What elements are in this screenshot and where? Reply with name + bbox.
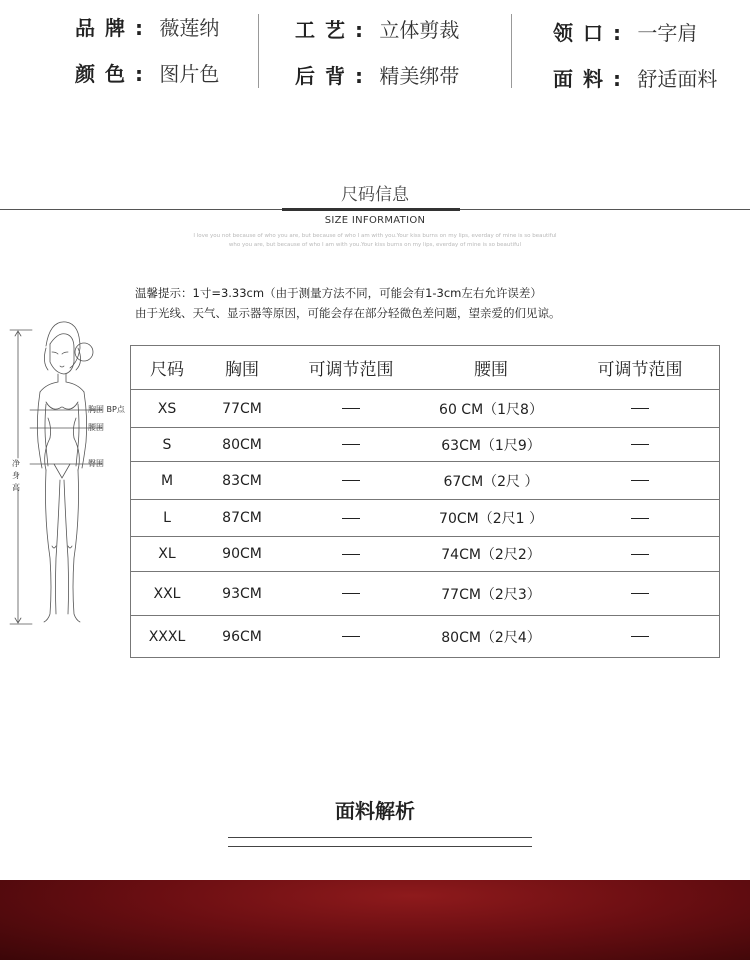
bust-cell: 83CM (222, 472, 262, 489)
dash-mark (342, 408, 360, 409)
attr-brand (75, 12, 219, 41)
range-cell (281, 462, 421, 499)
dash-mark (342, 554, 360, 555)
waist-cell: 67CM（2尺 ） (443, 473, 539, 490)
attr-fabric (553, 63, 717, 92)
bust-cell: 80CM (222, 436, 262, 453)
range-cell (561, 537, 719, 571)
tagline: who you are, but because of who I am with you.Your kiss burns on my lips, everday of mine is so beautiful (228, 242, 522, 248)
range-cell (281, 572, 421, 615)
waist-cell: 60 CM（1尺8） (439, 401, 543, 418)
bust-cell: 96CM (222, 628, 262, 645)
range-cell (281, 428, 421, 461)
range-cell (561, 390, 719, 427)
range-cell (561, 500, 719, 536)
attr-color (75, 58, 219, 87)
dash-mark (342, 444, 360, 445)
dash-mark (631, 408, 649, 409)
attr-label: 领口: (553, 21, 631, 45)
product-attributes (0, 0, 750, 100)
header-waist: 腰围 (474, 360, 508, 380)
size-table (130, 345, 720, 658)
table-header-row (131, 346, 719, 390)
size-section-subtitle: SIZE INFORMATION (324, 215, 426, 226)
body-measurement-figure (0, 318, 132, 638)
attr-value: 精美绑带 (379, 64, 460, 88)
attr-value: 一字肩 (637, 21, 698, 45)
dash-mark (631, 636, 649, 637)
range-cell (281, 390, 421, 427)
header-bust-range: 可调节范围 (308, 360, 394, 380)
range-cell (281, 500, 421, 536)
attr-label: 品牌: (75, 16, 153, 40)
tagline: I love you not because of who you are, but because of who I am with you.Your kiss burns on my lips, everday of mine is so beautiful (193, 233, 557, 239)
waist-cell: 80CM（2尺4） (441, 629, 541, 646)
attr-back (295, 60, 459, 89)
waist-cell: 77CM（2尺3） (441, 586, 541, 603)
attr-value: 舒适面料 (637, 67, 718, 91)
dash-mark (342, 480, 360, 481)
table-row (131, 616, 719, 657)
height-label: 净身高 (12, 459, 20, 492)
dash-mark (631, 593, 649, 594)
dash-mark (631, 518, 649, 519)
table-row (131, 572, 719, 616)
bust-cell: 93CM (222, 585, 262, 602)
size-cell: XXXL (148, 628, 186, 645)
attr-label: 工艺: (295, 18, 373, 42)
attr-value: 图片色 (159, 62, 220, 86)
bust-label: 胸围 BP点 (88, 405, 125, 414)
attr-label: 面料: (553, 67, 631, 91)
attr-label: 后背: (295, 64, 373, 88)
table-row (131, 537, 719, 572)
attr-value: 立体剪裁 (379, 18, 460, 42)
size-cell: XL (158, 546, 176, 562)
divider (228, 846, 532, 847)
fabric-section-title: 面料解析 (335, 799, 415, 823)
title-underline (282, 208, 460, 211)
dash-mark (342, 636, 360, 637)
waist-label: 腰围 (88, 423, 104, 432)
waist-cell: 74CM（2尺2） (441, 547, 541, 563)
range-cell (561, 572, 719, 615)
attr-value: 薇莲纳 (159, 16, 220, 40)
header-size: 尺码 (150, 360, 184, 380)
waist-cell: 70CM（2尺1 ） (439, 511, 543, 527)
bust-cell: 77CM (222, 400, 262, 417)
bust-cell: 90CM (222, 546, 262, 562)
range-cell (561, 428, 719, 461)
waist-cell: 63CM（1尺9） (441, 437, 541, 454)
hip-label: 臀围 (88, 459, 104, 468)
divider (511, 14, 512, 88)
fabric-photo (0, 880, 750, 960)
header-waist-range: 可调节范围 (597, 360, 683, 380)
dash-mark (342, 518, 360, 519)
range-cell (281, 537, 421, 571)
size-cell: XS (157, 400, 177, 417)
dash-mark (631, 444, 649, 445)
header-bust: 胸围 (225, 360, 259, 380)
size-cell: XXL (153, 585, 181, 602)
table-row (131, 390, 719, 428)
divider (228, 837, 532, 838)
table-row (131, 500, 719, 537)
note-line: 温馨提示：1寸=3.33cm（由于测量方法不同，可能会有1-3cm左右允许误差） (135, 286, 542, 300)
range-cell (561, 462, 719, 499)
size-notes (135, 283, 561, 323)
attr-neckline (553, 17, 697, 46)
size-cell: L (163, 510, 171, 526)
range-cell (281, 616, 421, 657)
dash-mark (342, 593, 360, 594)
dash-mark (631, 480, 649, 481)
dash-mark (631, 554, 649, 555)
size-cell: S (162, 436, 172, 453)
bust-cell: 87CM (222, 510, 262, 526)
attr-label: 颜色: (75, 62, 153, 86)
table-row (131, 428, 719, 462)
table-row (131, 462, 719, 500)
note-line: 由于光线、天气、显示器等原因，可能会存在部分轻微色差问题，望亲爱的们见谅。 (135, 306, 561, 320)
range-cell (561, 616, 719, 657)
size-cell: M (160, 472, 174, 489)
attr-craft (295, 14, 459, 43)
size-section-title: 尺码信息 (341, 185, 409, 205)
divider (258, 14, 259, 88)
